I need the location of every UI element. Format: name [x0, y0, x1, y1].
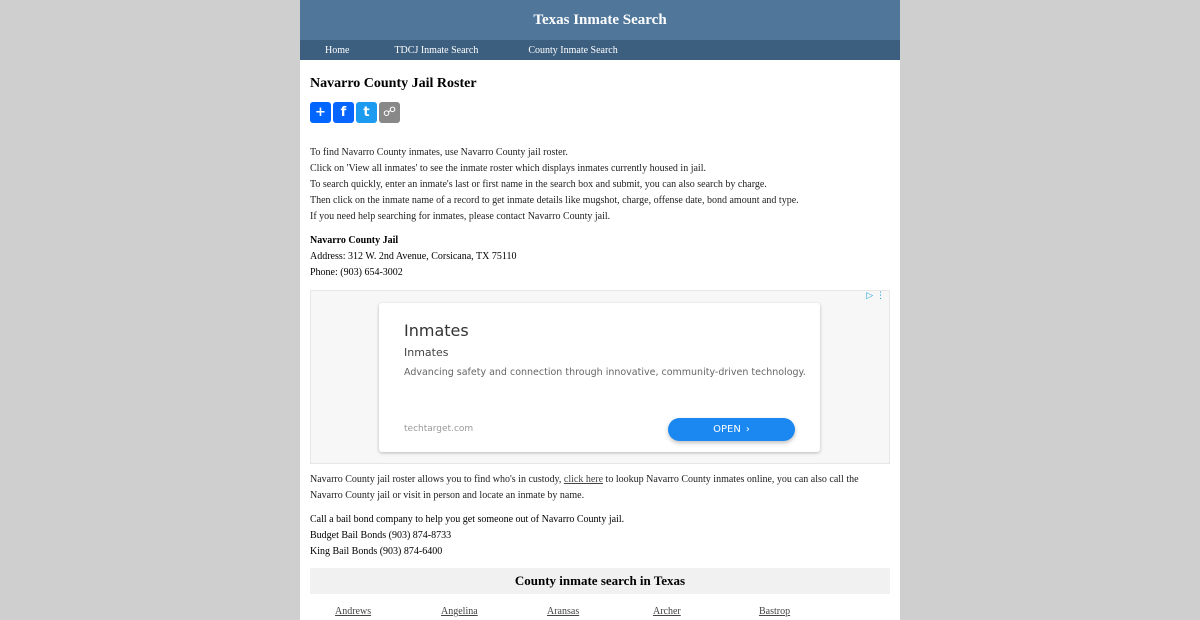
copy-link-icon[interactable]: ☍ [379, 102, 400, 123]
jail-name: Navarro County Jail [310, 235, 399, 246]
county-link[interactable]: Archer [653, 606, 681, 617]
ad-open-label: OPEN [713, 424, 741, 435]
intro-line: To find Navarro County inmates, use Navarro County jail roster. [310, 147, 568, 158]
county-section-title: County inmate search in Texas [310, 568, 890, 594]
main-content [300, 76, 900, 617]
intro-line: Then click on the inmate name of a record to get inmate details like mugshot, charge, offense date, bond amount and type. [310, 195, 799, 206]
county-link[interactable]: Bastrop [759, 606, 791, 617]
intro-line: Click on 'View all inmates' to see the inmate roster which displays inmates currently housed in jail. [310, 163, 706, 174]
page [300, 0, 900, 620]
click-here-link[interactable]: click here [563, 474, 604, 485]
county-link[interactable]: Aransas [547, 606, 580, 617]
roster-text: to lookup Navarro County inmates online, you can also call the Navarro County jail or visit in person and locate an inmate by name. [310, 474, 859, 501]
intro-text [310, 145, 890, 225]
add-share-icon[interactable]: + [310, 102, 331, 123]
page-title: Navarro County Jail Roster [310, 76, 477, 91]
facebook-icon[interactable]: f [333, 102, 354, 123]
intro-line: To search quickly, enter an inmate's last or first name in the search box and submit, you can also search by charge. [310, 179, 767, 190]
roster-text: Navarro County jail roster allows you to find who's in custody, [310, 474, 564, 485]
ad-domain: techtarget.com [404, 424, 474, 434]
intro-line: If you need help searching for inmates, please contact Navarro County jail. [310, 211, 611, 222]
ad-subhead: Inmates [404, 346, 449, 359]
jail-phone: Phone: (903) 654-3002 [310, 267, 403, 278]
bail-bond-item: King Bail Bonds (903) 874-6400 [310, 546, 443, 557]
nav-bar [300, 40, 900, 60]
ad-card[interactable] [379, 303, 820, 452]
jail-info [310, 233, 890, 281]
bail-intro: Call a bail bond company to help you get someone out of Navarro County jail. [310, 514, 625, 525]
ad-choices-icon[interactable]: ▷ ⋮ [866, 291, 885, 301]
county-link[interactable]: Angelina [441, 606, 478, 617]
county-list [310, 606, 890, 617]
advertisement [310, 290, 890, 464]
ad-headline: Inmates [404, 321, 469, 340]
chevron-right-icon: › [745, 424, 750, 435]
site-header [300, 0, 900, 40]
roster-paragraph [310, 472, 890, 504]
jail-address: Address: 312 W. 2nd Avenue, Corsicana, TX 75110 [310, 251, 517, 262]
nav-home[interactable]: Home [325, 44, 350, 56]
twitter-icon[interactable]: t [356, 102, 377, 123]
share-buttons [310, 102, 890, 123]
bail-bond-item: Budget Bail Bonds (903) 874-8733 [310, 530, 452, 541]
bail-bonds [310, 512, 890, 560]
ad-open-button[interactable] [668, 418, 795, 441]
ad-description: Advancing safety and connection through innovative, community-driven technology. [404, 367, 806, 378]
nav-county-inmate-search[interactable]: County Inmate Search [528, 44, 618, 56]
nav-tdcj-inmate-search[interactable]: TDCJ Inmate Search [394, 44, 479, 56]
site-title: Texas Inmate Search [533, 11, 667, 28]
county-link[interactable]: Andrews [335, 606, 372, 617]
